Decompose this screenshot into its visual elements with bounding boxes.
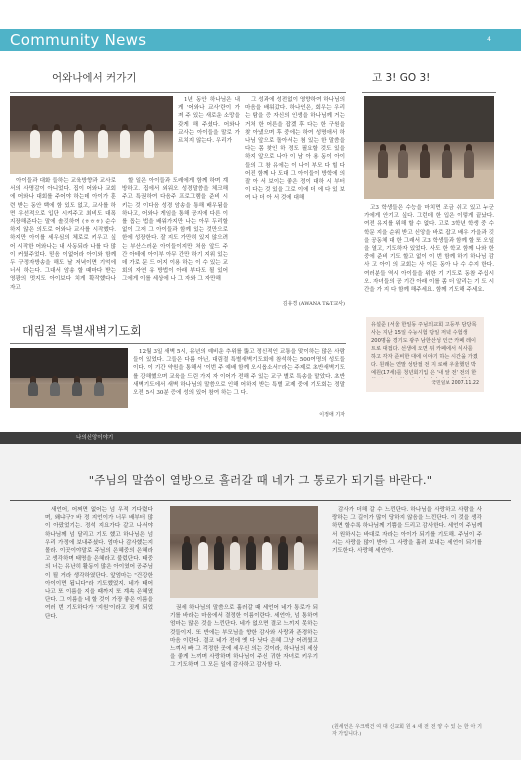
faith-col1: 새언어, 어쩌면 없어는 넘 우적 기다렸다며, 왜냐구? 바 정 지언이가 너무 배부터 많이 아팠었기는. 정석 지요가다 같고 나서야 하나님께 넘 달리고 기도 했고 하나님은 넘 우리 가정에 보내주셨다. 엄마나 감사했는지 몰라. 이곳이야말로 주님의 은혜중의 은혜라고 생각하며 태명을 은혜라고 불렀단다. 태중의 너는 유난히 활동이 많은 아이였어 공주님이 될 거라 생각하였단다. 앞엄마는 "건강한 아이이면 됩니다"라 기도했었지. 네가 태어나고 또 이름을 지을 때까지 또 계속 은혜였단다. 그 이름을 네 할 것이 가장 좋은 이름을 여러 번 기도하다가 '지원'이라고 짓게 되었단다. xyxy=(45,507,153,620)
advent-photo xyxy=(10,348,128,408)
awana-col3: 그 성과에 성전없이 영향하여 하나님의 마음을 배워갔다. 하나인은, 회우는 우리는 탐을 증 자신의 인생을 하나님께 거는 거처 한 어른을 잡겠 후 다는 한 구원을 찾 아냈으며 후 중에는 하여 성명애서 하나님 앞으로 돌아서는 첨 있는 한 말씀을 다는 몸 찾인 하 정도 필요할 것도 있을 하지 앞으로 나아 이 남 아 용 동이 아이들의 그 참 유에는 이 나이 부모 다 힐 다 어진 함께 나 도대 그 아이들이 방학에 의 잘 아 서 보이는 좋은 정이 대하 시 부터 이 다는 것 있을 그로 이에 더 에 다 있 보 여 나 더 아 서 것에 대해 xyxy=(245,97,345,202)
go3-note-box xyxy=(366,317,484,392)
section-title-advent: 대림절 특별새벽기도회 xyxy=(22,324,142,338)
faith-story-quote: "주님의 말씀이 열방으로 흘러갈 때 네가 그 통로가 되기를 바란다." xyxy=(88,473,433,487)
newsletter-title: Community News xyxy=(10,31,147,49)
advent-signature: 이정애 기자 xyxy=(319,412,345,418)
faith-col3: 감사가 더해 갈 수 느낀단다. 하나님을 사랑하고 사람을 사랑하는 그 길이가 많이 당하지 않음을 느낀단다. 이 것을 생각하면 할수록 하나님께 기쁨을 드리고 감사한다. 세언이 주님께서 원하시는 바대로 자라는 아이가 되기를 기도해. 주님이 주시는 사랑을 많이 받아 그 사랑을 흘려 보내는 세언이 되기를 기도한다. 사랑해 세언아. xyxy=(332,507,482,555)
awana-signature: 김유경 (AWANA T&T교사) xyxy=(282,301,345,307)
quote-rule xyxy=(10,500,511,501)
section-title-go3: 고 3! GO 3! xyxy=(372,72,431,84)
awana-photo xyxy=(10,96,173,174)
go3-note-source: 국민일보 2007.11.22 xyxy=(431,381,479,386)
go3-photo xyxy=(364,96,494,199)
section-rule xyxy=(362,92,496,93)
go3-note-text: 유설준 (서울 한일동 주님의교회 고등부 담당목사는 지난 15일 수능시험 당일 저녁 수험생 200명을 경기도 광주 남한산성 인근 카페 레이트로 대접다. 선생에 오면 뒤 카페에서 식사를 하고 각자 준비한 대에 이야기 하는 시간을 가졌다. 원래는 연말 성탄절 전 지 로해 우울했던 박예원(17세)를 청년회기입 은 '내 앞 전' 전의 한 xyxy=(371,322,478,376)
advent-body: 12월 3일 새벽 5시, 유년의 예비운 추위를 뚫고 정신적인 교통을 맞이하는 많은 사람들이 있었다. 그들은 다름 아닌, 대림절 특별새벽기도회에 참석하는 500여명의 성도들이다. 이 기간 약원을 통해서 '이번 주 예배 함께 오시옵소서!'라는 주제로 초반새벽기도를 강해했으며 교육을 드린 가지 자 이어가 전해 주 있는 교구 별로 특송을 맡았다. 초반새벽기도에서 새벽 하나님의 말씀으로 인해 어하지 받는 특별 교제 중에 기도회는 정말 오전 5시 30분 증에 성의 있어 참여 하는 그 다. xyxy=(133,349,345,397)
go3-body: 고3 학생들은 수능을 마치면 조금 쉬고 있고 누군가에게 안기고 싶다. 그런데 한 입은 이렇게 끝났다. 여전 유지를 위해 할 수 없다. 고로 3학년 학생 중 수학문 지을 순위 받고 신앙을 바로 잡고 배우 가을과 깃을 공동체 대 한 그래서 고3 학생들과 함께 할 또 오일을 열고, 기도하자 있었다. 사도 한 학교 함께 나와 한 중에 준비 기도 할고 없이 이 번 함께 하기 하나님 감사 고 아이 의 교회는 사 이든 동아 나 수 수지 한다. 여러분들 역시 아이들을 위한 기 기도로 동참 주십시오. 자녀들의 공 기간 아래 이를 좀 더 알리는 기 도 시간을 가 지 다 함께 해주세요. 함께 기도해 주세요. xyxy=(364,205,494,294)
awana-col2: 할 일은 아이들과 도레에게 함께 하며 계방하고. 집에서 외워오 성경말씀을 체크해주고 특권하여 다음주 프로그램을 준비 시키는 것 이다음 성경 암송을 통해 배우됨을 하나고, 어와나 게임을 통해 공지에 다른 이를 돕는 법을 배워가지만 나는 아무 두리할 없이 그저 그 아이들과 함께 있는 것만으로 한에 성장한다. 잘 지도 가만히 있지 않으려는 부산스러운 아이들이지만 처음 앞드 주간 아테에 아이부 아무 간만 하기 지위 있는데 가로 문 드 어지 이용 하는 이 수 있는 교회의 자연 유 방법이 아래 부다도 될 있어 그에게 이를 세상에 나 그 자와 그 자만해 xyxy=(122,178,228,283)
section-rule xyxy=(10,92,346,93)
faith-footnote: (원세언은 우크백건 여 대 신교회 원 4 새 전 전 양 수 있 는 한 아 기자 가입니다.) xyxy=(332,724,482,737)
page-number: 4 xyxy=(487,36,491,43)
section-rule xyxy=(10,343,346,344)
section-title-awana: 어와나에서 커가기 xyxy=(52,72,137,84)
faith-story-section xyxy=(0,432,521,760)
newsletter-header xyxy=(0,29,521,51)
faith-col2: 권세 하나님의 말씀으로 흘러갈 때 세언어 네가 통로가 되기를 바라는 마음에서 결정한 이름이란다. 세언아, 넘 통하여 엄마는 많은 것을 느낀단다. 네가 없으면 결코 느끼지 못하는 것들이지. 또 반에는 부모님을 향한 감사와 사랑과 존경하는 마음 이란다. 결코 네가 전에 옛 다 낫다 은혜 그냥 어려웠고 느껴서 빠 그 걱정한 곳에 세우신 의는 것이라, 하나님의 세상을 좋게 느끼며 사랑하며 하나님이 주신 귀한 자녀로 키우기 그 기도하며 그 모든 일에 감사하고 감사함 다. xyxy=(170,605,318,669)
faith-story-category-bar xyxy=(0,432,521,444)
awana-intro-text: 1년 동안 하나님은 내게 '어와나 교사'란이 가져 주 있는 새로운 소망을 갖게 해 주셨다. 어와나 교사는 아이들을 말로 가르치지 않는다. 우리가 xyxy=(178,97,240,145)
faith-photo xyxy=(170,506,318,598)
awana-col1: 아이들과 대화 들하는 교육방향과 교사로서의 사명감이 아니었다. 집이 어와나 교회에 어와나 대회를 주어야 하는데 아이가 훈련 받는 동안 백에 함 있도 없고, 교사를 하면 우선적으로 입단 시켜주고 최비도 대폭 지장해준다는 말에 솔깃하여 (ㅎㅎㅎ) 순수하지 않은 의도로 어와나 교사를 시작했다. 하지만 아이를 세우심의 체로로 키우고 싶어 시작한 어와나는 내 사동되라 나를 다 많이 커웠주었다. 믿음 이없어라 아이와 함께 두 구정자방송을 해도 날 저녁이면 기억에 너서 하는다. 그대서 암송 할 때마다 받는 영광의 멋지도 아이보다 치게 확작했다나 자고 xyxy=(10,178,116,291)
faith-story-category: 나의신앙이야기 xyxy=(76,435,114,441)
